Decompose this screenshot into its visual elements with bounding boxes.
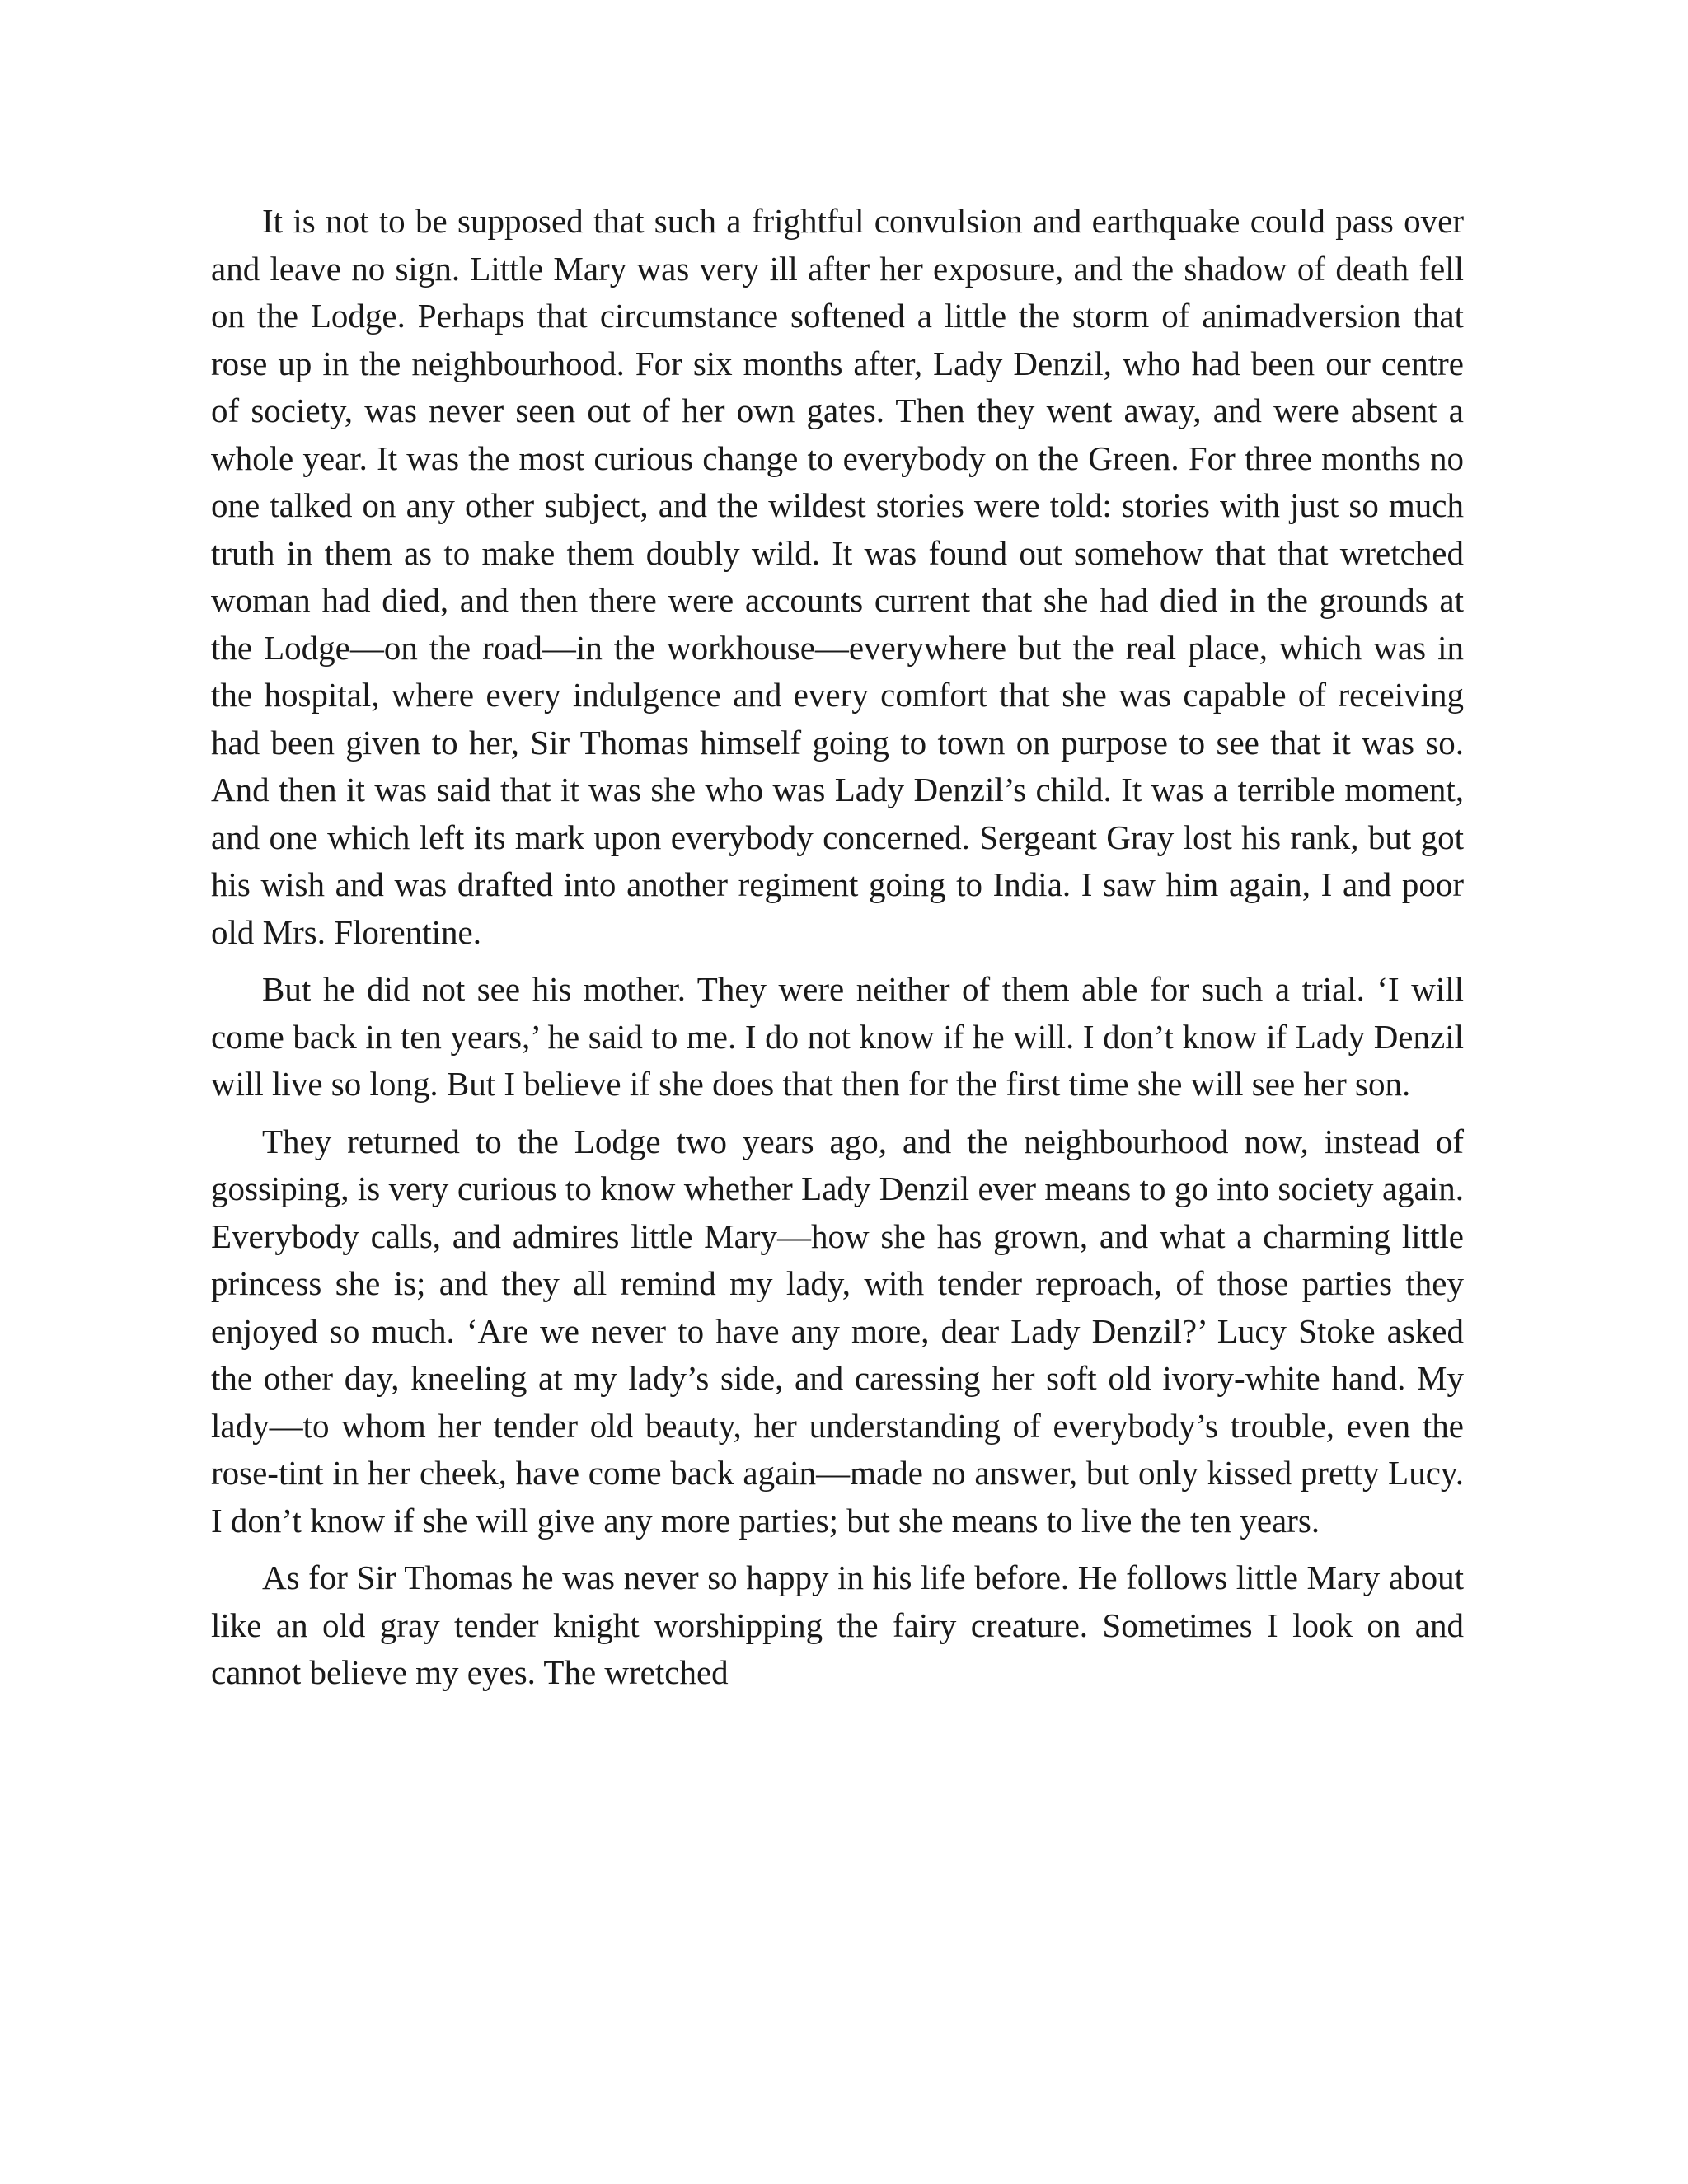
paragraph-2: But he did not see his mother. They were neither of them able for such a trial. ‘I will come back in ten years,’ he said to me. I do not know if he will. I don’t know if Lady Denzil will live so long. But I believe if she does that then for the first time she will see her son. bbox=[211, 970, 1464, 1103]
paragraph-3: They returned to the Lodge two years ago, and the neighbourhood now, instead of gossiping, is very curious to know whether Lady Denzil ever means to go into society again. Everybody calls, and admires little Mary—how she has grown, and what a charming little princess she is; and they all remind my lady, with tender reproach, of those parties they enjoyed so much. ‘Are we never to have any more, dear Lady Denzil?’ Lucy Stoke asked the other day, kneeling at my lady’s side, and caressing her soft old ivory-white hand. My lady—to whom her tender old beauty, her understanding of everybody’s trouble, even the rose-tint in her cheek, have come back again—made no answer, but only kissed pretty Lucy. I don’t know if she will give any more parties; but she means to live the ten years. bbox=[211, 1122, 1464, 1540]
paragraph-4: As for Sir Thomas he was never so happy in his life before. He follows little Mary about like an old gray tender knight worshipping the fairy creature. Sometimes I look on and cannot believe my eyes. The wretched bbox=[211, 1558, 1464, 1691]
paragraph-1: It is not to be supposed that such a frightful convulsion and earthquake could pass over and leave no sign. Little Mary was very ill after her exposure, and the shadow of death fell on the Lodge. Perhaps that circumstance softened a little the storm of animadversion that rose up in the neighbourhood. For six months after, Lady Denzil, who had been our centre of society, was never seen out of her own gates. Then they went away, and were absent a whole year. It was the most curious change to everybody on the Green. For three months no one talked on any other subject, and the wildest stories were told: stories with just so much truth in them as to make them doubly wild. It was found out somehow that that wretched woman had died, and then there were accounts current that she had died in the grounds at the Lodge—on the road—in the workhouse—everywhere but the real place, which was in the hospital, where every indulgence and every comfort that she was capable of receiving had been given to her, Sir Thomas himself going to town on purpose to see that it was so. And then it was said that it was she who was Lady Denzil’s child. It was a terrible moment, and one which left its mark upon everybody concerned. Sergeant Gray lost his rank, but got his wish and was drafted into another regiment going to India. I saw him again, I and poor old Mrs. Florentine. bbox=[211, 202, 1464, 951]
page-body-text bbox=[211, 198, 1464, 1707]
